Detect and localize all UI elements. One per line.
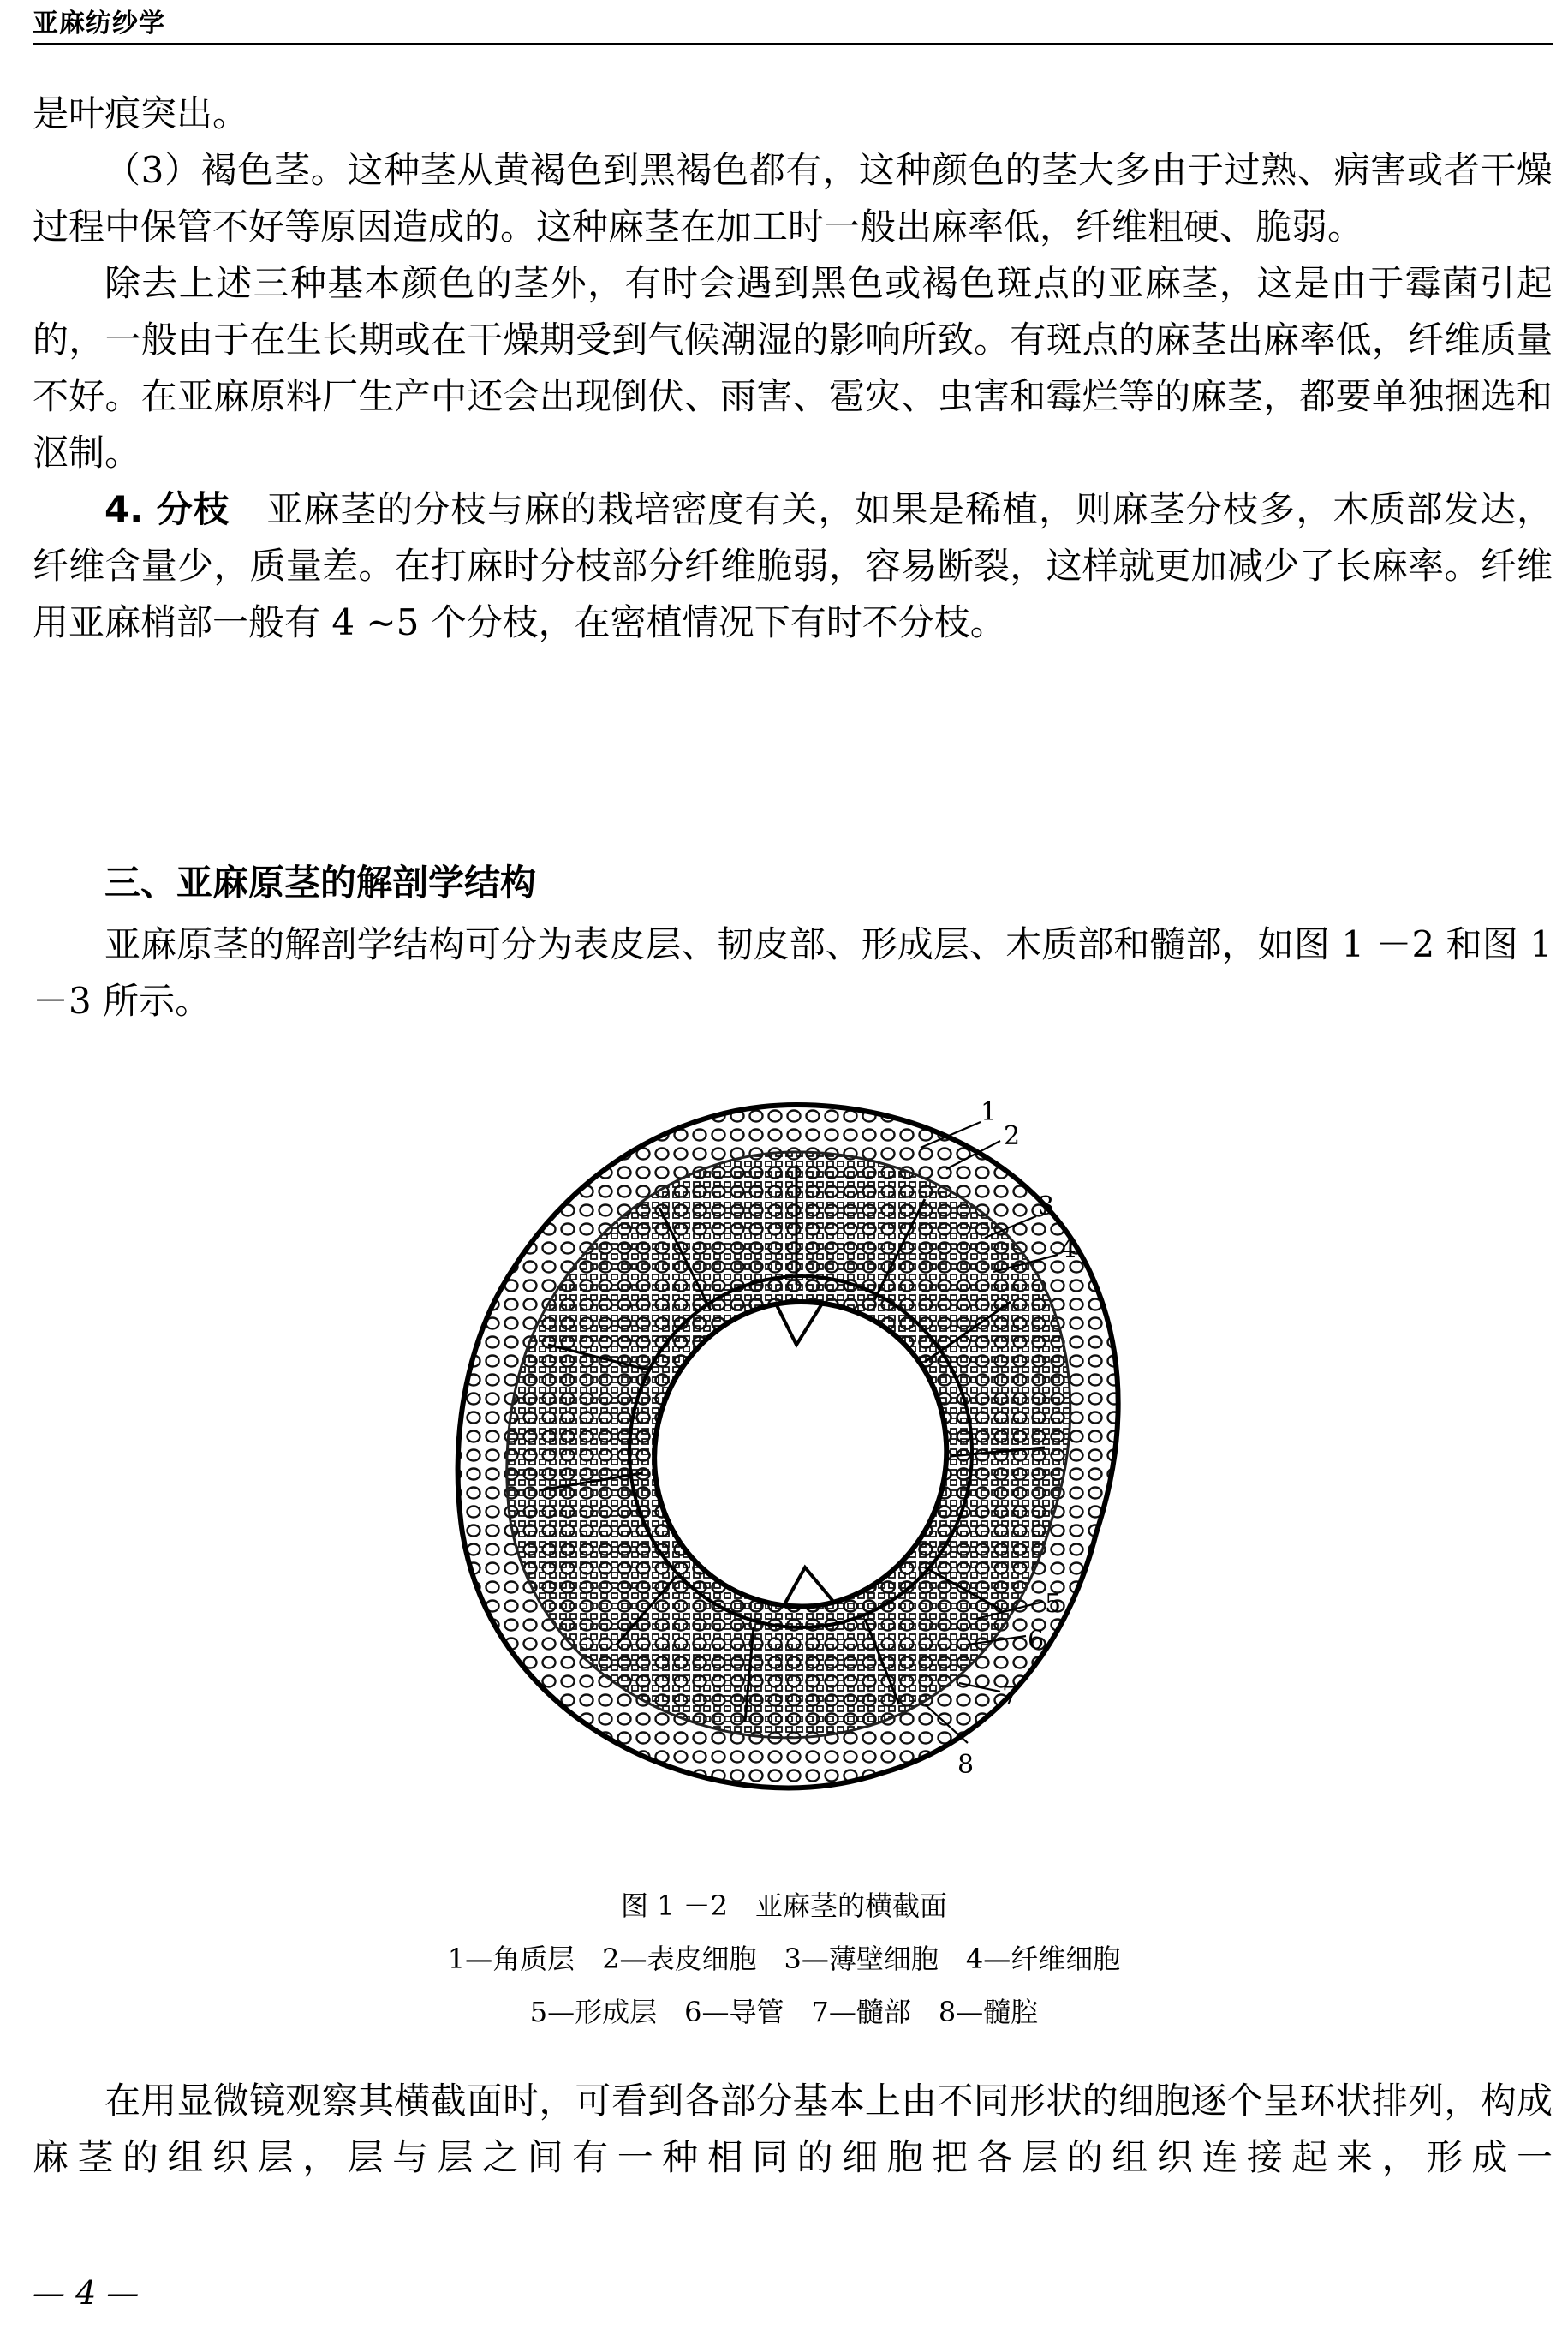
figure-legend-line-2: 5—形成层 6—导管 7—髓部 8—髓腔	[529, 1996, 1039, 2028]
running-header: 亚麻纺纱学	[33, 9, 165, 39]
text-block-top	[33, 86, 1553, 651]
label-8: 8	[957, 1750, 975, 1780]
header-rule	[33, 43, 1553, 45]
label-6: 6	[1028, 1626, 1045, 1656]
label-3: 3	[1038, 1191, 1055, 1221]
flax-stem-cross-section-figure	[445, 1088, 1148, 1842]
branching-text: 亚麻茎的分枝与麻的栽培密度有关，如果是稀植，则麻茎分枝多，木质部发达，纤维含量少，质量差。在打麻时分枝部分纤维脆弱，容易断裂，这样就更加减少了长麻率。纤维用亚麻梢部一般有 4 ~5 个分枝，在密植情况下有时不分枝。	[33, 488, 1553, 643]
paragraph-spotted-stem: 除去上述三种基本颜色的茎外，有时会遇到黑色或褐色斑点的亚麻茎，这是由于霉菌引起的，一般由于在生长期或在干燥期受到气候潮湿的影响所致。有斑点的麻茎出麻率低，纤维质量不好。在亚麻原料厂生产中还会出现倒伏、雨害、雹灾、虫害和霉烂等的麻茎，都要单独捆选和沤制。	[33, 262, 1553, 474]
label-5: 5	[1045, 1589, 1062, 1619]
paragraph-brown-stem: （3）褐色茎。这种茎从黄褐色到黑褐色都有，这种颜色的茎大多由于过熟、病害或者干燥过程中保管不好等原因造成的。这种麻茎在加工时一般出麻率低，纤维粗硬、脆弱。	[33, 149, 1553, 248]
text-block-bottom	[33, 2073, 1553, 2186]
paragraph-continuation: 是叶痕突出。	[33, 93, 249, 134]
label-2: 2	[1004, 1121, 1021, 1151]
section-heading: 三、亚麻原茎的解剖学结构	[104, 862, 537, 904]
paragraph-anatomy-intro: 亚麻原茎的解剖学结构可分为表皮层、韧皮部、形成层、木质部和髓部，如图 1 －2 和图 1 －3 所示。	[33, 923, 1553, 1022]
stem-cross-section-drawing	[458, 1105, 1118, 1788]
label-4: 4	[1060, 1234, 1077, 1264]
figure-legend-line-1: 1—角质层 2—表皮细胞 3—薄壁细胞 4—纤维细胞	[447, 1943, 1121, 1975]
label-1: 1	[981, 1097, 998, 1127]
branching-lead: 4. 分枝	[104, 488, 230, 530]
paragraph-branching	[33, 481, 1553, 651]
paragraph-microscope: 在用显微镜观察其横截面时，可看到各部分基本上由不同形状的细胞逐个呈环状排列，构成麻茎的组织层，层与层之间有一种相同的细胞把各层的组织连接起来，形成一	[33, 2080, 1553, 2178]
label-7: 7	[1002, 1681, 1019, 1711]
page-number: — 4 —	[33, 2274, 140, 2312]
text-block-section-intro	[33, 916, 1553, 1030]
figure-caption: 图 1 －2 亚麻茎的横截面	[620, 1889, 948, 1922]
